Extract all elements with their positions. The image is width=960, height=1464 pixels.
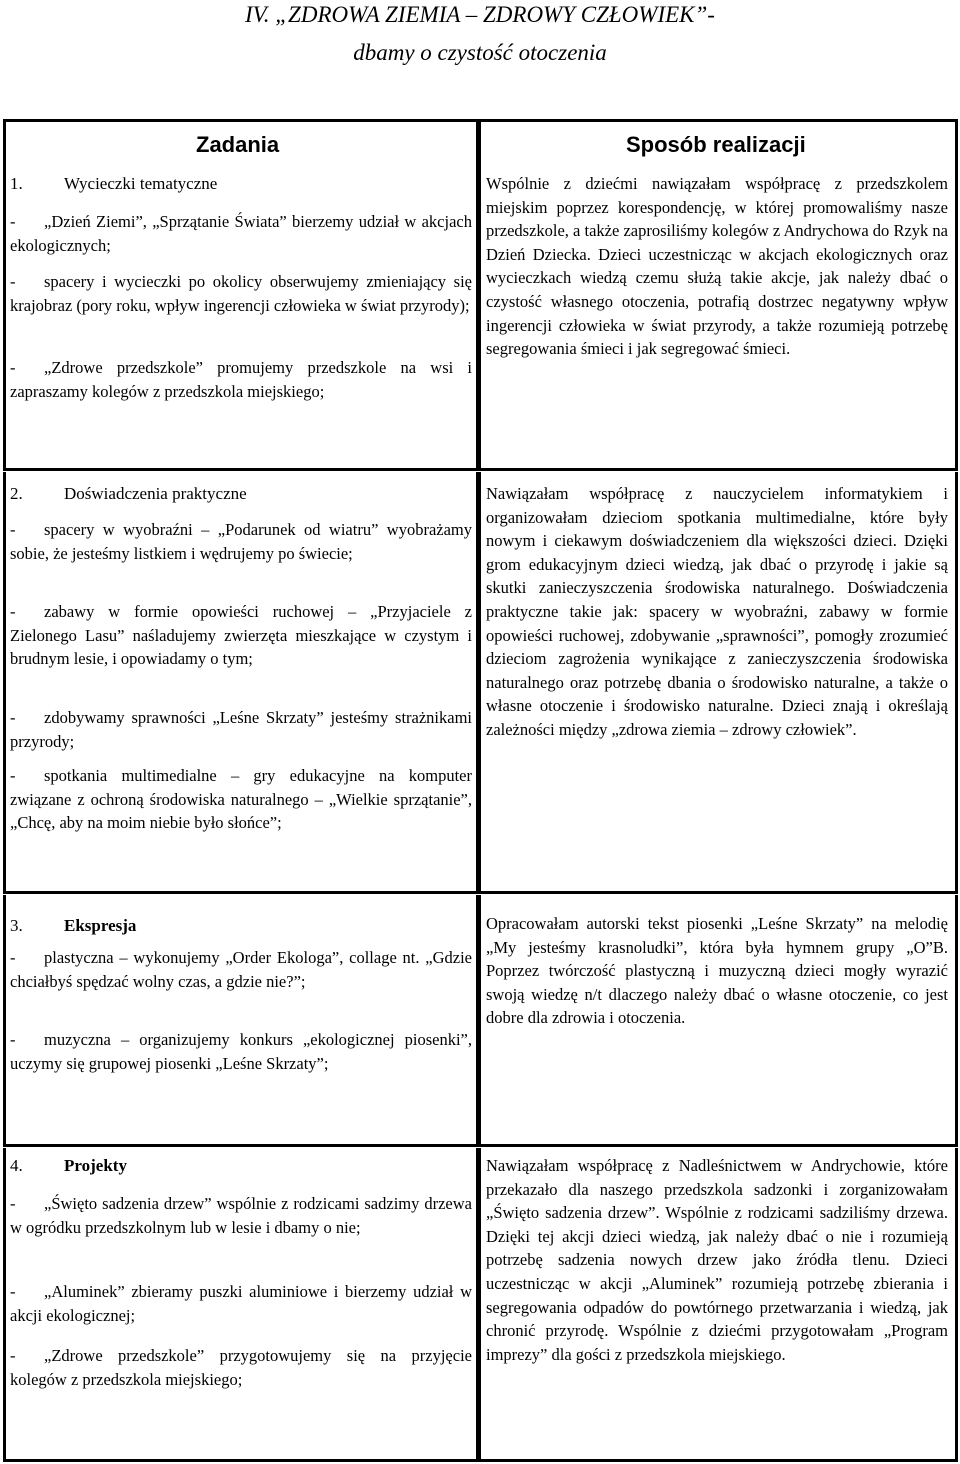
realization-text: Wspólnie z dziećmi nawiązałam współpracę z przedszkolem miejskim poprzez korespondencję, w której promowaliśmy nasze przedszkole, a także zaprosiliśmy kolegów z Andrychowa do Rzyk na Dzień Dziecka. Dzieci uczestnicząc w akcjach ekologicznych oraz wycieczkach wiedzą czemu służą takie akcje, jak należy dbać o czystość własnego otoczenia, potrafią dostrzec negatywny wpływ ingerencji człowieka w świat przyrody, a także rozumieją potrzebę segregowania śmieci i jak segregować śmieci. [486,174,948,359]
section-title [10,914,136,937]
section-title-text: Wycieczki tematyczne [64,174,218,193]
section-title-text: Doświadczenia praktyczne [64,484,247,503]
section-title [10,482,247,505]
realization-text: Nawiązałam współpracę z Nadleśnictwem w Andrychowie, które przekazało dla naszego przedszkola sadzonki i zorganizowałam „Święto sadzenia drzew”. Wspólnie z rodzicami sadziliśmy drzewa. Dzięki tej akcji dzieci wiedzą, jak należy dbać o nie i rozumieją potrzebę sadzenia nowych drzew jako źródła tlenu. Dzieci uczestnicząc w akcji „Aluminek” rozumieją potrzebę zbierania i segregowania odpadów do powtórnego przetwarzania i wiedzą, jak chronić przyrodę. Wspólnie z dziećmi przygotowałam „Program imprezy” dla gości z przedszkola miejskiego. [486,1156,948,1364]
task-item: - zdobywamy sprawności „Leśne Skrzaty” jesteśmy strażnikami przyrody; [10,706,472,753]
task-item: - zabawy w formie opowieści ruchowej – „Przyjaciele z Zielonego Lasu” naśladujemy zwierzęta mieszkające w czystym i brudnym lesie, i opowiadamy o tym; [10,600,472,671]
realization-text: Opracowałam autorski tekst piosenki „Leśne Skrzaty” na melodię „My jesteśmy krasnoludki”, która była hymnem grupy „O”B. Poprzez twórczość plastyczną i muzyczną dzieci mogły wyrazić swoją wiedzę n/t dlaczego należy dbać o własne otoczenie, co jest dobre dla zdrowia i otoczenia. [486,914,948,1028]
section-number: 1. [10,174,23,193]
task-item: - „Aluminek” zbieramy puszki aluminiowe i bierzemy udział w akcji ekologicznej; [10,1280,472,1327]
document-title: IV. „ZDROWA ZIEMIA – ZDROWY CZŁOWIEK”- [245,2,715,27]
task-text: „Zdrowe przedszkole” przygotowujemy się na przyjęcie kolegów z przedszkola miejskiego; [10,1346,472,1389]
task-item: - „Dzień Ziemi”, „Sprzątanie Świata” bierzemy udział w akcjach ekologicznych; [10,210,472,257]
section-number: 4. [10,1156,23,1175]
column-heading-realization: Sposób realizacji [626,132,806,157]
task-text: „Aluminek” zbieramy puszki aluminiowe i bierzemy udział w akcji ekologicznej; [10,1282,472,1325]
task-text: spotkania multimedialne – gry edukacyjne na komputer związane z ochroną środowiska naturalnego – „Wielkie sprzątanie”, „Chcę, aby na moim niebie było słońce”; [10,766,472,833]
task-text: spacery i wycieczki po okolicy obserwujemy zmieniający się krajobraz (pory roku, wpływ ingerencji człowieka w świat przyrody); [10,272,472,315]
task-text: zdobywamy sprawności „Leśne Skrzaty” jesteśmy strażnikami przyrody; [10,708,472,751]
task-text: plastyczna – wykonujemy „Order Ekologa”, collage nt. „Gdzie chciałbyś spędzać wolny czas, a gdzie nie?”; [10,948,472,991]
task-text: spacery w wyobraźni – „Podarunek od wiatru” wyobrażamy sobie, że jesteśmy listkiem i wędrujemy po świecie; [10,520,472,563]
task-text: zabawy w formie opowieści ruchowej – „Przyjaciele z Zielonego Lasu” naśladujemy zwierzęta mieszkające w czystym i brudnym lesie, i opowiadamy o tym; [10,602,472,669]
realization-text: Nawiązałam współpracę z nauczycielem informatykiem i organizowałam dzieciom spotkania multimedialne, które były nowym i ciekawym doświadczeniem dla większości dzieci. Dzięki grom edukacyjnym dzieci wiedzą, jak dbać o przyrodę i jakie są skutki zanieczyszczenia środowiska naturalnego. Doświadczenia praktyczne takie jak: spacery w wyobraźni, zabawy w formie opowieści ruchowej, zdobywanie „sprawności”, pomogły zrozumieć dzieciom zagrożenia wynikające z zanieczyszczenia środowiska naturalnego oraz potrzebę dbania o środowisko naturalne, a także o własne otoczenie i środowisko naturalne. Dzieci znają i określają zależności między „zdrowa ziemia – zdrowy człowiek”. [486,484,948,739]
task-item: - spacery i wycieczki po okolicy obserwujemy zmieniający się krajobraz (pory roku, wpływ ingerencji człowieka w świat przyrody); [10,270,472,317]
task-item: - spotkania multimedialne – gry edukacyjne na komputer związane z ochroną środowiska naturalnego – „Wielkie sprzątanie”, „Chcę, aby na moim niebie było słońce”; [10,764,472,835]
task-item: - „Zdrowe przedszkole” promujemy przedszkole na wsi i zapraszamy kolegów z przedszkola miejskiego; [10,356,472,403]
task-item: - „Zdrowe przedszkole” przygotowujemy się na przyjęcie kolegów z przedszkola miejskiego; [10,1344,472,1391]
task-text: muzyczna – organizujemy konkurs „ekologicznej piosenki”, uczymy się grupowej piosenki „Leśne Skrzaty”; [10,1030,472,1073]
task-text: „Święto sadzenia drzew” wspólnie z rodzicami sadzimy drzewa w ogródku przedszkolnym lub w lesie i dbamy o nie; [10,1194,472,1237]
section-title [10,172,217,195]
section-title [10,1154,127,1177]
column-heading-tasks: Zadania [196,132,280,157]
task-text: „Dzień Ziemi”, „Sprzątanie Świata” bierzemy udział w akcjach ekologicznych; [10,212,472,255]
document-subtitle: dbamy o czystość otoczenia [353,40,607,65]
task-item: - spacery w wyobraźni – „Podarunek od wiatru” wyobrażamy sobie, że jesteśmy listkiem i wędrujemy po świecie; [10,518,472,565]
task-item: - „Święto sadzenia drzew” wspólnie z rodzicami sadzimy drzewa w ogródku przedszkolnym lub w lesie i dbamy o nie; [10,1192,472,1239]
section-number: 3. [10,916,23,935]
section-number: 2. [10,484,23,503]
task-item: - muzyczna – organizujemy konkurs „ekologicznej piosenki”, uczymy się grupowej piosenki „Leśne Skrzaty”; [10,1028,472,1075]
section-title-text: Ekspresja [64,916,137,935]
task-item: - plastyczna – wykonujemy „Order Ekologa”, collage nt. „Gdzie chciałbyś spędzać wolny czas, a gdzie nie?”; [10,946,472,993]
section-title-text: Projekty [64,1156,127,1175]
task-text: „Zdrowe przedszkole” promujemy przedszkole na wsi i zapraszamy kolegów z przedszkola miejskiego; [10,358,472,401]
